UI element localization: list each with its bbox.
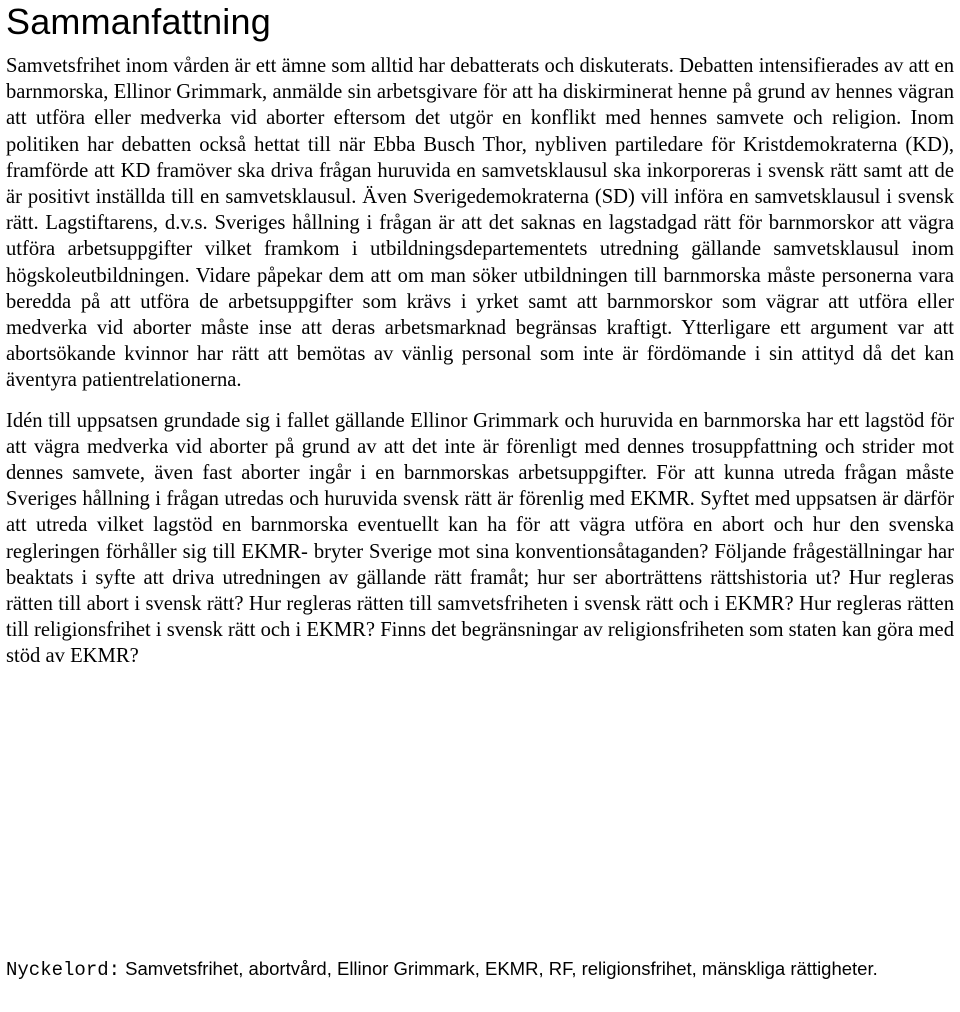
- summary-paragraph-2: Idén till uppsatsen grundade sig i fallet gällande Ellinor Grimmark och huruvida en barnmorska har ett lagstöd för att vägra medverka vid aborter på grund av att det inte är förenligt med dennes trosuppfattning och strider mot dennes samvete, även fast aborter ingår i en barnmorskas arbetsuppgifter. För att kunna utreda frågan måste Sveriges hållning i frågan utredas och huruvida svensk rätt är förenlig med EKMR. Syftet med uppsatsen är därför att utreda vilket lagstöd en barnmorska eventuellt kan ha för att vägra utföra en abort och hur den svenska regleringen förhåller sig till EKMR- bryter Sverige mot sina konventionsåtaganden? Följande frågeställningar har beaktats i syfte att driva utredningen av gällande rätt framåt; hur ser aborträttens rättshistoria ut? Hur regleras rätten till abort i svensk rätt? Hur regleras rätten till samvetsfriheten i svensk rätt och i EKMR? Hur regleras rätten till religionsfrihet i svensk rätt och i EKMR? Finns det begränsningar av religionsfriheten som staten kan göra med stöd av EKMR?: [6, 409, 954, 668]
- page-title: Sammanfattning: [6, 1, 271, 42]
- keywords-list: Samvetsfrihet, abortvård, Ellinor Grimmark, EKMR, RF, religionsfrihet, mänskliga rättigheter.: [120, 958, 878, 979]
- summary-paragraph-1: Samvetsfrihet inom vården är ett ämne som alltid har debatterats och diskuterats. Debatten intensifierades av att en barnmorska, Ellinor Grimmark, anmälde sin arbetsgivare för att ha diskirminerat henne på grund av hennes vägran att utföra eller medverka vid aborter eftersom det utgör en konflikt med hennes samvete och religion. Inom politiken har debatten också hettat till när Ebba Busch Thor, nybliven partiledare för Kristdemokraterna (KD), framförde att KD framöver ska driva frågan huruvida en samvetsklausul ska inkorporeras i svensk rätt samt att de är positivt inställda till en samvetsklausul. Även Sverigedemokraterna (SD) vill införa en samvetsklausul i svensk rätt. Lagstiftarens, d.v.s. Sveriges hållning i frågan är att det saknas en lagstadgad rätt för barnmorskor att vägra utföra arbetsuppgifter vilket framkom i utbildningsdepartementets utredning gällande samvetsklausul inom högskoleutbildningen. Vidare påpekar dem att om man söker utbildningen till barnmorska måste personerna vara beredda på att utföra de arbetsuppgifter som krävs i yrket samt att barnmorskor som vägrar att utföra eller medverka vid aborter måste inse att deras arbetsmarknad begränsas kraftigt. Ytterligare ett argument var att abortsökande kvinnor har rätt att bemötas av vänlig personal som inte är fördömande i sin attityd då det kan äventyra patientrelationerna.: [6, 55, 954, 392]
- keywords-line: [6, 955, 954, 984]
- keywords-label: Nyckelord:: [6, 959, 121, 981]
- document-page: [6, 0, 954, 670]
